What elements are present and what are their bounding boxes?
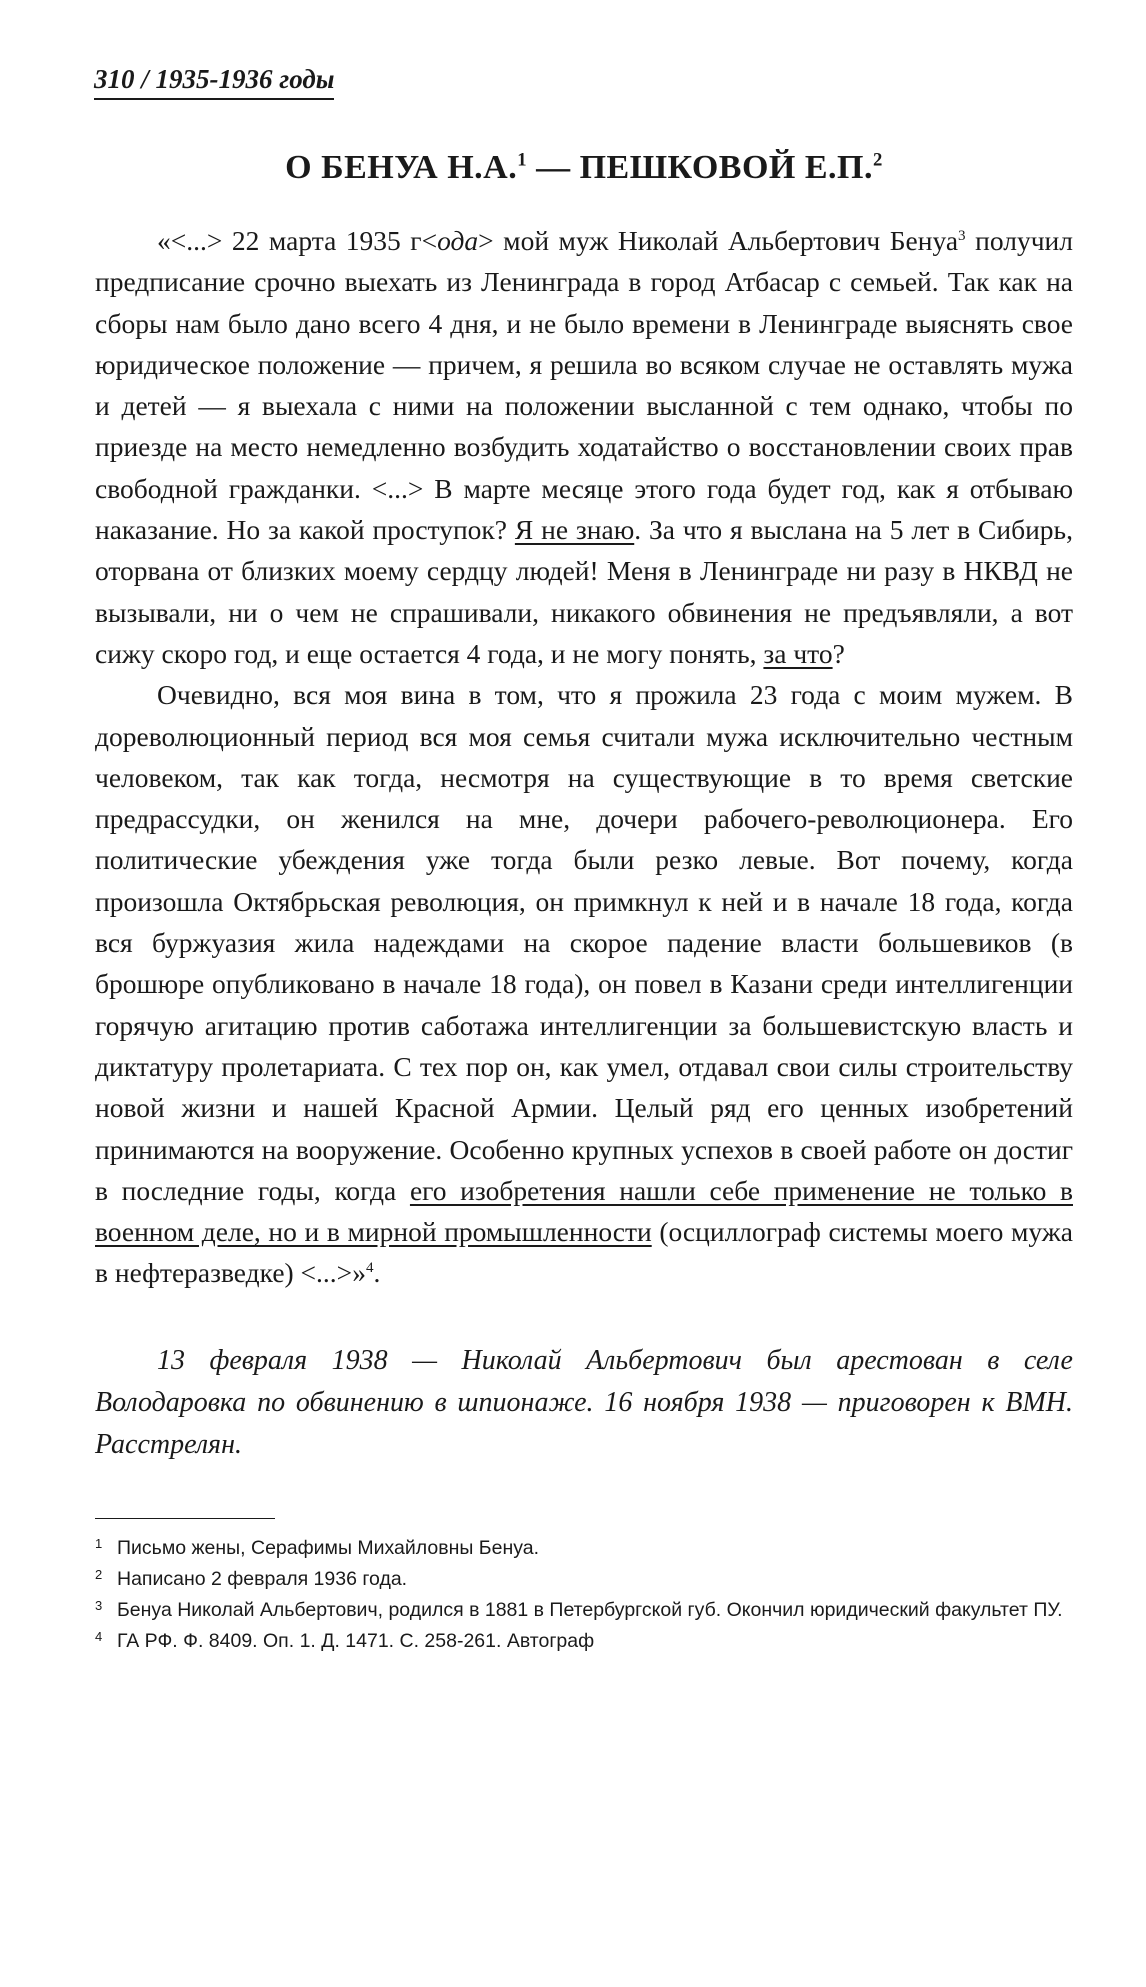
footnote-mark: 2 — [95, 1566, 103, 1582]
editorial-insert: ода — [437, 225, 479, 256]
afterword: 13 февраля 1938 — Николай Альбертович был арестован в селе Володаровка по обвинению в шпионаже. 16 ноября 1938 — приговорен к ВМН. Расстрелян. — [95, 1344, 1073, 1460]
running-head: 310 / 1935-1936 годы — [94, 62, 334, 100]
footnote-mark: 4 — [95, 1628, 103, 1644]
footnote-text: Написано 2 февраля 1936 года. — [117, 1567, 408, 1590]
footnote-ref-2[interactable]: 2 — [873, 149, 883, 171]
footnote — [95, 1564, 1073, 1595]
footnote-text: Бенуа Николай Альбертович, родился в 1881 в Петербургской губ. Окончил юридический факультет ПУ. — [117, 1598, 1063, 1621]
footnote-text: Письмо жены, Серафимы Михайловны Бенуа. — [117, 1536, 540, 1559]
title-connector: — ПЕШКОВОЙ Е.П. — [527, 149, 873, 186]
footnote-ref-1[interactable]: 1 — [517, 149, 528, 171]
letter-title — [95, 146, 1073, 190]
footnote — [95, 1626, 1073, 1657]
underlined-phrase: его изобретения нашли себе применение не только в военном деле, но и в мирной промышленности — [95, 1174, 1073, 1248]
footnote-ref-3[interactable]: 3 — [958, 227, 966, 244]
underlined-phrase: Я не знаю — [514, 514, 635, 546]
footnote — [95, 1595, 1073, 1626]
footnote-mark: 3 — [95, 1597, 103, 1613]
letter-body — [95, 220, 1073, 1294]
underlined-phrase: за что — [763, 637, 833, 669]
footnote-ref-4[interactable]: 4 — [365, 1260, 374, 1277]
title-text: О БЕНУА Н.А. — [285, 149, 518, 186]
footnotes — [95, 1533, 1073, 1657]
footnote — [95, 1533, 1073, 1564]
paragraph-1: «<...> 22 марта 1935 г<ода> мой муж Николай Альбертович Бенуа$^3$ получил предписание срочно выехать из Ленинграда в город Атбасар с семьей. Так как на сборы нам было дано всего 4 дня, и не было времени в Ленинграде выяснять свое юридическое положение — причем, я решила во всяком случае не оставлять мужа и детей — я выехала с ними на положении высланной с тем однако, чтобы по приезде на место немедленно возбудить ходатайство о восстановлении своих прав свободной гражданки. <...> В марте месяце этого года будет год, как я отбываю наказание. Но за какой проступок? Я не знаю. За что я выслана на 5 лет в Сибирь, оторвана от близких моему сердцу людей! Меня в Ленинграде ни разу в НКВД не вызывали, ни о чем не спрашивали, никакого обвинения не предъявляли, а вот сижу скоро год, и еще остается 4 года, и не могу понять, за что? — [95, 225, 1073, 669]
footnote-text: ГА РФ. Ф. 8409. Оп. 1. Д. 1471. С. 258-261. Автограф — [117, 1629, 595, 1652]
footnote-divider — [95, 1518, 275, 1519]
footnote-mark: 1 — [95, 1535, 103, 1551]
paragraph-2: Очевидно, вся моя вина в том, что я прожила 23 года с моим мужем. В дореволюционный период вся моя семья считали мужа исключительно честным человеком, так как тогда, несмотря на существующие в то время светские предрассудки, он женился на мне, дочери рабочего-революционера. Его политические убеждения уже тогда были резко левые. Вот почему, когда произошла Октябрьская революция, он примкнул к ней и в начале 18 года, когда вся буржуазия жила надеждами на скорое падение власти большевиков (в брошюре опубликовано в начале 18 года), он повел в Казани среди интеллигенции горячую агитацию против саботажа интеллигенции за большевистскую власть и диктатуру пролетариата. С тех пор он, как умел, отдавал свои силы строительству новой жизни и нашей Красной Армии. Целый ряд его ценных изобретений принимаются на вооружение. Особенно крупных успехов в своей работе он достиг в последние годы, когда его изобретения нашли себе применение не только в военном деле, но и в мирной промышленности (осциллограф системы моего мужа в нефтеразведке) <...>»$^4$. — [95, 679, 1074, 1289]
